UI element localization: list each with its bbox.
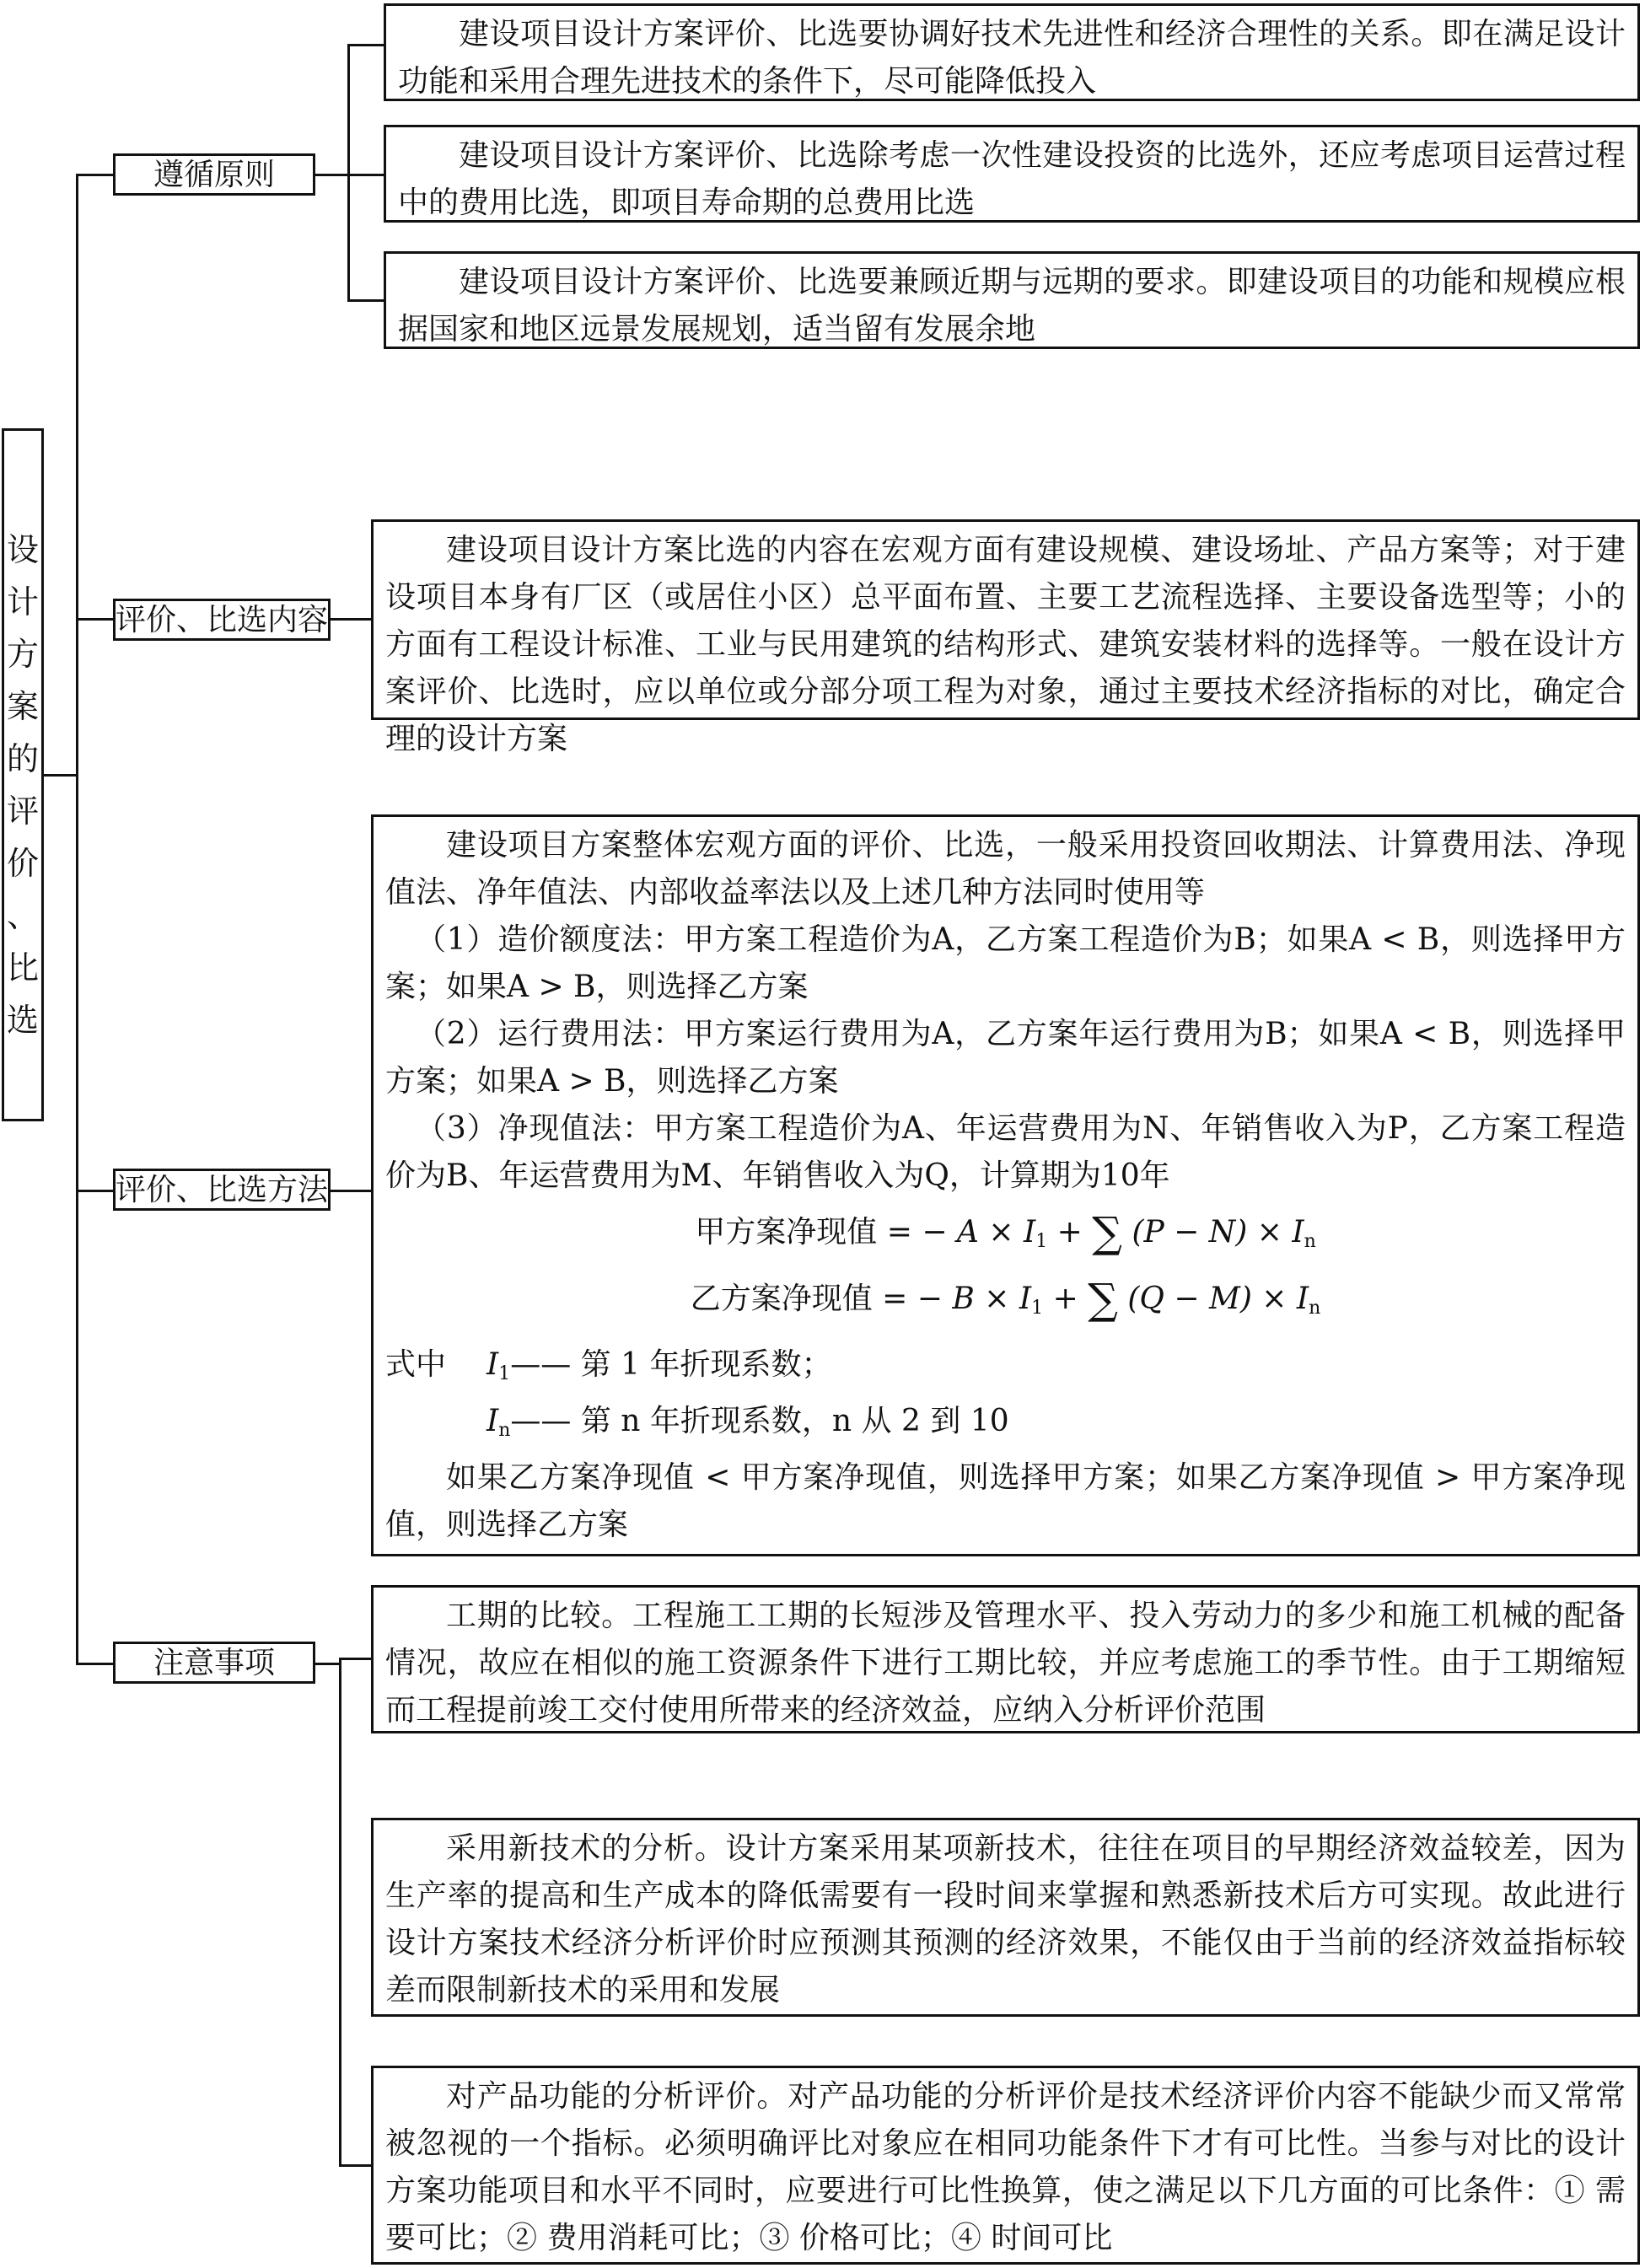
method-price: （1）造价额度法：甲方案工程造价为A，乙方案工程造价为B；如果A < B，则选择甲方案；如果A > B，则选择乙方案	[385, 922, 1626, 1004]
category-methods	[113, 1169, 331, 1211]
connector	[347, 174, 384, 176]
content-box	[371, 519, 1640, 756]
root-char: 评	[6, 793, 39, 830]
root-char: 、	[6, 897, 39, 934]
where-line-1: 式中 $I_1——$ 第 1 年折现系数；	[385, 1347, 832, 1384]
category-principles	[113, 153, 315, 196]
principle-text: 建设项目设计方案评价、比选要兼顾近期与远期的要求。即建设项目的功能和规模应根据国家和地区远景发展规划，适当留有发展余地	[398, 265, 1626, 347]
category-label: 评价、比选方法	[116, 1173, 329, 1207]
principle-text: 建设项目设计方案评价、比选要协调好技术先进性和经济合理性的关系。即在满足设计功能和采用合理先进技术的条件下，尽可能降低投入	[398, 17, 1626, 99]
connector	[44, 774, 78, 777]
principle-box	[384, 125, 1640, 223]
root-char: 选	[6, 1002, 39, 1039]
root-char: 计	[6, 583, 39, 621]
connector	[339, 2164, 373, 2167]
note-text: 采用新技术的分析。设计方案采用某项新技术，往往在项目的早期经济效益较差，因为生产率的提高和生产成本的降低需要有一段时间来掌握和熟悉新技术后方可实现。故此进行设计方案技术经济分析评价时应预测其预测的经济效果，不能仅由于当前的经济效益指标较差而限制新技术的采用和发展	[385, 1831, 1626, 2007]
principle-box	[384, 3, 1640, 101]
method-conclusion: 如果乙方案净现值 < 甲方案净现值，则选择甲方案；如果乙方案净现值 > 甲方案净现值，则选择乙方案	[385, 1460, 1626, 1542]
category-label: 注意事项	[153, 1646, 275, 1680]
method-running-cost: （2）运行费用法：甲方案运行费用为A，乙方案年运行费用为B；如果A < B，则选择甲方案；如果A > B，则选择乙方案	[385, 1017, 1626, 1099]
content-text: 建设项目设计方案比选的内容在宏观方面有建设规模、建设场址、产品方案等；对于建设项目本身有厂区（或居住小区）总平面布置、主要工艺流程选择、主要设备选型等；小的方面有工程设计标准、工业与民用建筑的结构形式、建筑安装材料的选择等。一般在设计方案评价、比选时，应以单位或分部分项工程为对象，通过主要技术经济指标的对比，确定合理的设计方案	[385, 533, 1626, 756]
connector	[339, 1658, 341, 2166]
category-content	[113, 599, 331, 641]
connector	[339, 1658, 373, 1660]
connector	[347, 44, 350, 301]
root-char: 案	[6, 688, 39, 725]
connector	[76, 1190, 113, 1192]
method-npv: （3）净现值法：甲方案工程造价为A、年运营费用为N、年销售收入为P，乙方案工程造价为B、年运营费用为M、年销售收入为Q，计算期为10年	[385, 1111, 1626, 1193]
connector	[315, 174, 349, 176]
root-node	[2, 428, 44, 1121]
root-char: 方	[6, 636, 39, 673]
principle-text: 建设项目设计方案评价、比选除考虑一次性建设投资的比选外，还应考虑项目运营过程中的费用比选，即项目寿命期的总费用比选	[398, 138, 1626, 220]
where-line-2: $I_n——$ 第 n 年折现系数，n 从 2 到 10	[487, 1404, 1009, 1441]
note-box	[371, 1818, 1640, 2017]
category-label: 遵循原则	[153, 158, 275, 192]
principle-box	[384, 251, 1640, 349]
connector	[76, 174, 113, 176]
connector	[76, 1663, 113, 1665]
root-char: 价	[6, 845, 39, 882]
connector	[331, 1190, 373, 1192]
connector	[347, 299, 384, 302]
methods-intro: 建设项目方案整体宏观方面的评价、比选，一般采用投资回收期法、计算费用法、净现值法、净年值法、内部收益率法以及上述几种方法同时使用等	[385, 828, 1626, 910]
note-text: 工期的比较。工程施工工期的长短涉及管理水平、投入劳动力的多少和施工机械的配备情况，故应在相似的施工资源条件下进行工期比较，并应考虑施工的季节性。由于工期缩短而工程提前竣工交付使用所带来的经济效益，应纳入分析评价范围	[385, 1599, 1626, 1728]
category-notes	[113, 1642, 315, 1684]
connector	[76, 618, 113, 621]
methods-box	[371, 814, 1640, 1556]
note-box	[371, 1585, 1640, 1733]
connector	[347, 44, 384, 46]
root-char: 比	[6, 949, 39, 986]
note-box	[371, 2066, 1640, 2265]
note-text: 对产品功能的分析评价。对产品功能的分析评价是技术经济评价内容不能缺少而又常常被忽视的一个指标。必须明确评比对象应在相同功能条件下才有可比性。当参与对比的设计方案功能项目和水平不同时，应要进行可比性换算，使之满足以下几方面的可比条件：① 需要可比；② 费用消耗可比；③ 价格可比；④ 时间可比	[385, 2079, 1626, 2255]
root-char: 的	[6, 740, 39, 777]
connector	[331, 618, 373, 621]
connector	[315, 1663, 341, 1665]
connector	[76, 174, 78, 1664]
root-char: 设	[6, 531, 39, 568]
formula-a: 甲方案净现值 = − $A \times I_1$ + ∑ $(P - N) \times I_n$	[695, 1208, 1316, 1257]
category-label: 评价、比选内容	[116, 603, 329, 637]
formula-b: 乙方案净现值 = − $B \times I_1$ + ∑ $(Q - M) \times I_n$	[690, 1275, 1321, 1324]
